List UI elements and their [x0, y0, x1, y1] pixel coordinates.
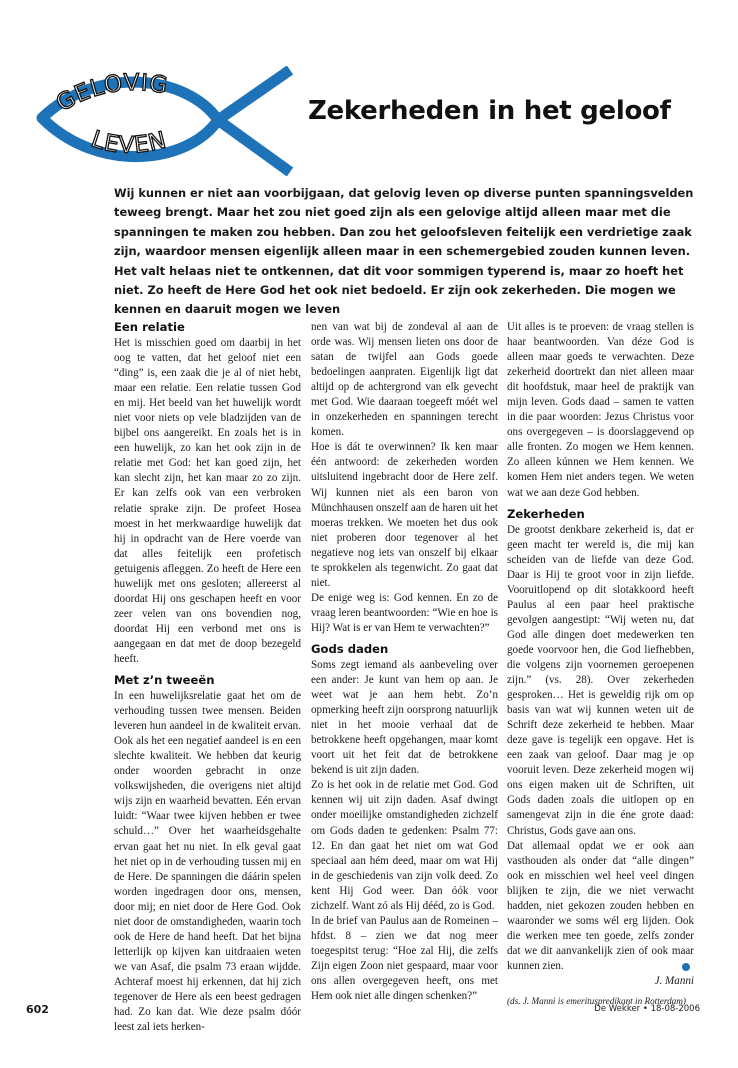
paragraph: De grootst denkbare zekerheid is, dat er geen macht ter wereld is, die mij kan scheiden van de liefde van deze God. Daar is Hij te groot voor in zijn liefde. Vooruitlopend op dit slotakkoord heeft Paulus al een paar heel praktische gevolgen aangestipt: “Wij weten nu, dat God alle dingen doet medewerken ten goede voorvoor hen, die God liefhebben, die volgens zijn voornemen geroepenen zijn.” (vs. 28). Over zekerheden gesproken… Het is geweldig rijk om op basis van wat wij kunnen weten uit de Schrift deze zekerheid te hebben. Maar deze gave is tegelijk een opgave. Het is een zaak van geloof. Daar mag je op vooruit leven. Deze zekerheid mogen wij ons eigen maken uit de Schriften, uit Gods daden zoals die uitlopen op en samengevat zijn in die éne grote daad: Christus, Gods gave aan ons.	[507, 523, 694, 837]
paragraph: De enige weg is: God kennen. En zo de vraag leren beantwoorden: “Wie en hoe is Hij? Wat is er van Hem te verwachten?”	[311, 591, 498, 634]
subheading-met-zn-tweeen: Met z’n tweeën	[114, 673, 215, 688]
paragraph: In een huwelijksrelatie gaat het om de verhouding tussen twee mensen. Beiden leveren hun aandeel in de kwaliteit ervan. Ook als het een negatief aandeel is en een slechte kwaliteit. We hebben dat keurig onder woorden gebracht in onze volkswijsheden, die overigens niet altijd wijs zijn en waarheid bevatten. Eén ervan luidt: “Waar twee kijven hebben er twee schuld…” Over het waarheidsgehalte ervan gaat het nu niet. In elk geval gaat het niet op in de verhouding tussen mij en de Here. De spanningen die dáárin spelen worden ingedragen door ons, mensen, door mij; en niet door de Here God. Ook niet door de omstandigheden, waarin toch ook de Here de hand heeft. Dat het bijna letterlijk op kijven kan uitdraaien weten we van Asaf, die psalm 73 eraan wijdde. Achteraf moest hij erkennen, dat hij zich tegenover de Here als een beest gedragen had. Zo kan dat. Wie deze psalm dóór leest zal iets herken-	[114, 690, 301, 1034]
paragraph: Dat allemaal opdat we er ook aan vasthouden als onder dat “alle dingen” ook en misschien wel heel veel dingen blijken te zijn, die we niet verwacht hadden, niet gekozen zouden hebben en waaronder we soms wél erg lijden. Ook die werken mee ten goede, zelfs zonder dat we dit aanvankelijk zien of ook maar kunnen zien.	[507, 839, 694, 972]
paragraph: Het is misschien goed om daarbij in het oog te vatten, dat het geloof niet een “ding” is, een zaak die je al of niet hebt, maar een relatie. Een relatie tussen God en mij. Het beeld van het huwelijk wordt niet voor niets op vele bladzijden van de bijbel ons aangereikt. En zoals het is in een huwelijk, zo kan het ook zijn in de relatie met God: het kan goed zijn, het kan slecht zijn, het kan maar zo zo zijn. Er kan zelfs ook van een verbroken relatie sprake zijn. De profeet Hosea moest in het merkwaardige huwelijk dat hij in opdracht van de Here voerde van dat alles feitelijk een profetisch getuigenis afleggen. Zo heeft de Here een huwelijk met ons gesloten; allereerst al doordat Hij ons geschapen heeft en voor zeer velen van ons bovendien nog, doordat Hij een verbond met ons is aangegaan en dat met de doop bezegeld heeft.	[114, 337, 301, 665]
paragraph: Uit alles is te proeven: de vraag stellen is haar beantwoorden. Van déze God is alleen maar goeds te verwachten. Deze zekerheid doortrekt dan niet alleen maar dit hoofdstuk, maar heel de praktijk van mijn leven. Gods daad – samen te vatten in die paar woorden: Jezus Christus voor ons overgegeven – is doorslaggevend op alle fronten. Zo mogen we Hem kennen. Zo alleen kúnnen we Hem kennen. We komen Hem niet anders tegen. We weten wat we aan deze God hebben.	[507, 321, 694, 499]
logo-text-gelovig: GELOVIG	[52, 69, 170, 117]
end-of-article-dot	[682, 963, 690, 971]
article-column-2	[311, 320, 498, 1004]
subheading-een-relatie: Een relatie	[114, 320, 185, 334]
page-number: 602	[26, 1003, 49, 1016]
author-signature: J. Manni	[654, 974, 694, 987]
paragraph: Zo is het ook in de relatie met God. God kennen wij uit zijn daden. Asaf dwingt onder moeilijke omstandigheden zichzelf om Gods daden te gedenken: Psalm 77: 12. En dan gaat het niet om wat God speciaal aan hém deed, maar om wat Hij in de geschiedenis van zijn volk deed. Zo kent Hij God weer. Dan óók voor zichzelf. Want zó als Hij dééd, zo is God.	[311, 779, 498, 912]
article-column-3	[507, 320, 694, 1008]
publication-footer: De Wekker • 18-08-2006	[594, 1004, 700, 1014]
paragraph: In de brief van Paulus aan de Romeinen – hfdst. 8 – zien we dat nog meer toegespitst terug: “Hoe zal Hij, die zelfs Zijn eigen Zoon niet gespaard, maar voor ons allen overgegeven heeft, ons met Hem ook niet alle dingen schenken?”	[311, 914, 498, 1003]
article-column-1	[114, 320, 301, 1035]
paragraph: nen van wat bij de zondeval al aan de orde was. Wij mensen lieten ons door de satan de twijfel aan Gods goede bedoelingen aanpraten. Eigenlijk ligt dat altijd op de achtergrond van elk gevecht met God. Wie daaraan toegeeft móét wel in onzekerheden en spanningen terecht komen.	[311, 321, 498, 439]
subheading-zekerheden: Zekerheden	[507, 506, 585, 521]
article-intro: Wij kunnen er niet aan voorbijgaan, dat gelovig leven op diverse punten spanningsvelden teweeg brengt. Maar het zou niet goed zijn als een gelovige altijd alleen maar met die spanningen te maken zou hebben. Dan zou het geloofsleven feitelijk een verdrietige zaak zijn, waardoor mensen eigenlijk alleen maar in een schemergebied zouden kunnen leven. Het valt helaas niet te ontkennen, dat dit voor sommigen typerend is, maar zo hoeft het niet. Zo heeft de Here God het ook niet bedoeld. Er zijn ook zekerheden. Die mogen we kennen en daaruit mogen we leven	[114, 186, 694, 317]
paragraph: Soms zegt iemand als aanbeveling over een ander: Je kunt van hem op aan. Je weet wat je aan hem hebt. Zo’n opmerking heeft zijn oorsprong natuurlijk niet in het mooie verhaal dat de betrokkene heeft opgehangen, maar komt voort uit het feit dat de betrokkene bekend is uit zijn daden.	[311, 658, 498, 777]
author-credit: (ds. J. Manni is emerituspredikant in Rotterdam)	[507, 996, 686, 1007]
logo-text-leven: LEVEN	[88, 126, 170, 159]
article-title: Zekerheden in het geloof	[308, 96, 671, 126]
gelovig-leven-logo	[28, 66, 296, 176]
subheading-gods-daden: Gods daden	[311, 641, 389, 656]
paragraph: Hoe is dát te overwinnen? Ik ken maar één antwoord: de zekerheden worden uitsluitend ingebracht door de Here zelf. Wij kunnen niet als een baron von Münchhausen onszelf aan de haren uit het moeras trekken. We moeten het dus ook niet proberen door tegenover al het negatieve nog iets van onszelf bij elkaar te sprokkelen als tegenwicht. Zo gaat dat niet.	[311, 441, 498, 589]
